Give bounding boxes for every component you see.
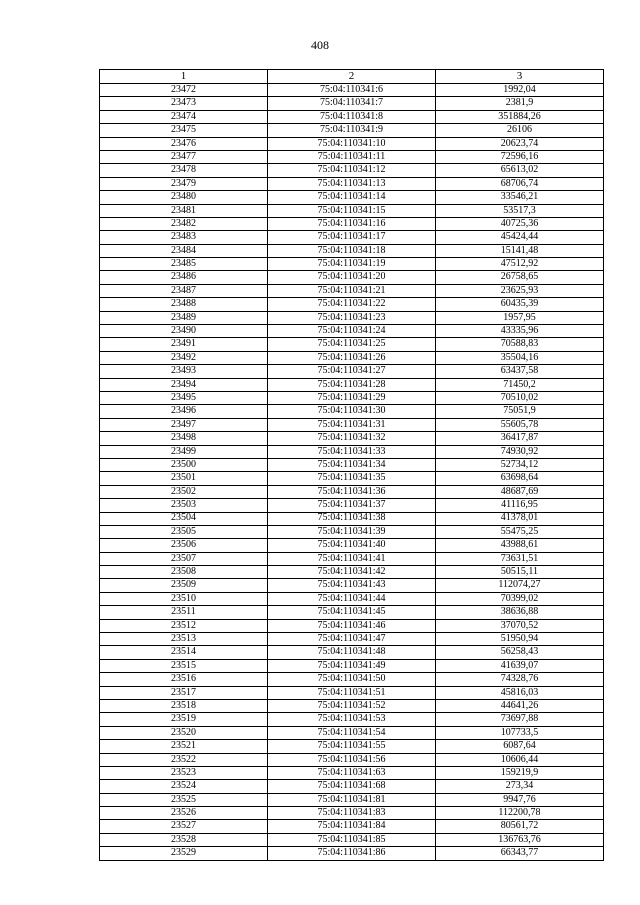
row-number-cell: 23508 (100, 566, 268, 579)
row-number-cell: 23489 (100, 311, 268, 324)
row-number-cell: 23490 (100, 325, 268, 338)
table-row (100, 432, 604, 445)
cadastral-number-cell: 75:04:110341:39 (268, 525, 436, 538)
row-number-cell: 23527 (100, 820, 268, 833)
value-cell: 41639,07 (436, 659, 604, 672)
value-cell: 9947,76 (436, 793, 604, 806)
value-cell: 107733,5 (436, 726, 604, 739)
value-cell: 112200,78 (436, 807, 604, 820)
row-number-cell: 23529 (100, 847, 268, 860)
row-number-cell: 23479 (100, 177, 268, 190)
cadastral-number-cell: 75:04:110341:21 (268, 284, 436, 297)
row-number-cell: 23486 (100, 271, 268, 284)
value-cell: 45816,03 (436, 686, 604, 699)
table-row (100, 592, 604, 605)
row-number-cell: 23507 (100, 552, 268, 565)
table-row (100, 177, 604, 190)
cadastral-number-cell: 75:04:110341:37 (268, 499, 436, 512)
row-number-cell: 23513 (100, 633, 268, 646)
row-number-cell: 23483 (100, 231, 268, 244)
table-row (100, 110, 604, 123)
row-number-cell: 23515 (100, 659, 268, 672)
row-number-cell: 23493 (100, 365, 268, 378)
table-row (100, 820, 604, 833)
row-number-cell: 23500 (100, 458, 268, 471)
row-number-cell: 23522 (100, 753, 268, 766)
row-number-cell: 23505 (100, 525, 268, 538)
row-number-cell: 23521 (100, 740, 268, 753)
value-cell: 47512,92 (436, 258, 604, 271)
row-number-cell: 23482 (100, 217, 268, 230)
table-row (100, 204, 604, 217)
table-row (100, 525, 604, 538)
value-cell: 43988,61 (436, 539, 604, 552)
table-row (100, 97, 604, 110)
value-cell: 63437,58 (436, 365, 604, 378)
value-cell: 15141,48 (436, 244, 604, 257)
cadastral-number-cell: 75:04:110341:15 (268, 204, 436, 217)
value-cell: 20623,74 (436, 137, 604, 150)
table-row (100, 391, 604, 404)
cadastral-number-cell: 75:04:110341:68 (268, 780, 436, 793)
value-cell: 10606,44 (436, 753, 604, 766)
table-row (100, 633, 604, 646)
value-cell: 80561,72 (436, 820, 604, 833)
table-row (100, 217, 604, 230)
row-number-cell: 23511 (100, 606, 268, 619)
cadastral-number-cell: 75:04:110341:8 (268, 110, 436, 123)
table-row (100, 458, 604, 471)
cadastral-number-cell: 75:04:110341:47 (268, 633, 436, 646)
cadastral-number-cell: 75:04:110341:38 (268, 512, 436, 525)
value-cell: 63698,64 (436, 472, 604, 485)
row-number-cell: 23517 (100, 686, 268, 699)
row-number-cell: 23502 (100, 485, 268, 498)
table-row (100, 284, 604, 297)
table-row (100, 499, 604, 512)
cadastral-number-cell: 75:04:110341:35 (268, 472, 436, 485)
value-cell: 73631,51 (436, 552, 604, 565)
cadastral-number-cell: 75:04:110341:27 (268, 365, 436, 378)
table-row (100, 338, 604, 351)
value-cell: 26758,65 (436, 271, 604, 284)
row-number-cell: 23509 (100, 579, 268, 592)
cadastral-number-cell: 75:04:110341:55 (268, 740, 436, 753)
cadastral-number-cell: 75:04:110341:85 (268, 833, 436, 846)
value-cell: 71450,2 (436, 378, 604, 391)
value-cell: 70588,83 (436, 338, 604, 351)
cadastral-number-cell: 75:04:110341:41 (268, 552, 436, 565)
header-row (100, 70, 604, 84)
cadastral-number-cell: 75:04:110341:24 (268, 325, 436, 338)
value-cell: 136763,76 (436, 833, 604, 846)
value-cell: 23625,93 (436, 284, 604, 297)
value-cell: 45424,44 (436, 231, 604, 244)
table-row (100, 579, 604, 592)
cadastral-number-cell: 75:04:110341:42 (268, 566, 436, 579)
table-row (100, 164, 604, 177)
row-number-cell: 23514 (100, 646, 268, 659)
value-cell: 55475,25 (436, 525, 604, 538)
table-row (100, 753, 604, 766)
cadastral-number-cell: 75:04:110341:49 (268, 659, 436, 672)
table-body (100, 84, 604, 861)
table-row (100, 191, 604, 204)
value-cell: 36417,87 (436, 432, 604, 445)
row-number-cell: 23491 (100, 338, 268, 351)
cadastral-number-cell: 75:04:110341:7 (268, 97, 436, 110)
table-row (100, 566, 604, 579)
cadastral-number-cell: 75:04:110341:6 (268, 84, 436, 97)
column-header-3: 3 (436, 70, 604, 84)
table-row (100, 726, 604, 739)
row-number-cell: 23476 (100, 137, 268, 150)
value-cell: 70399,02 (436, 592, 604, 605)
row-number-cell: 23506 (100, 539, 268, 552)
table-row (100, 740, 604, 753)
row-number-cell: 23499 (100, 445, 268, 458)
table-row (100, 378, 604, 391)
cadastral-number-cell: 75:04:110341:36 (268, 485, 436, 498)
row-number-cell: 23488 (100, 298, 268, 311)
row-number-cell: 23494 (100, 378, 268, 391)
cadastral-number-cell: 75:04:110341:32 (268, 432, 436, 445)
table-row (100, 351, 604, 364)
cadastral-number-cell: 75:04:110341:18 (268, 244, 436, 257)
row-number-cell: 23497 (100, 418, 268, 431)
table-row (100, 780, 604, 793)
table-row (100, 766, 604, 779)
value-cell: 44641,26 (436, 699, 604, 712)
value-cell: 66343,77 (436, 847, 604, 860)
row-number-cell: 23526 (100, 807, 268, 820)
table-row (100, 793, 604, 806)
table-row (100, 137, 604, 150)
table-row (100, 552, 604, 565)
value-cell: 72596,16 (436, 150, 604, 163)
value-cell: 41116,95 (436, 499, 604, 512)
cadastral-number-cell: 75:04:110341:13 (268, 177, 436, 190)
table-row (100, 673, 604, 686)
cadastral-number-cell: 75:04:110341:30 (268, 405, 436, 418)
table-row (100, 699, 604, 712)
row-number-cell: 23516 (100, 673, 268, 686)
value-cell: 2381,9 (436, 97, 604, 110)
row-number-cell: 23519 (100, 713, 268, 726)
row-number-cell: 23485 (100, 258, 268, 271)
table-row (100, 325, 604, 338)
cadastral-number-cell: 75:04:110341:40 (268, 539, 436, 552)
table-row (100, 659, 604, 672)
value-cell: 70510,02 (436, 391, 604, 404)
cadastral-number-cell: 75:04:110341:31 (268, 418, 436, 431)
cadastral-number-cell: 75:04:110341:52 (268, 699, 436, 712)
value-cell: 48687,69 (436, 485, 604, 498)
row-number-cell: 23472 (100, 84, 268, 97)
row-number-cell: 23501 (100, 472, 268, 485)
row-number-cell: 23523 (100, 766, 268, 779)
value-cell: 60435,39 (436, 298, 604, 311)
value-cell: 159219,9 (436, 766, 604, 779)
cadastral-number-cell: 75:04:110341:46 (268, 619, 436, 632)
table-row (100, 472, 604, 485)
value-cell: 55605,78 (436, 418, 604, 431)
table-row (100, 485, 604, 498)
row-number-cell: 23478 (100, 164, 268, 177)
cadastral-number-cell: 75:04:110341:84 (268, 820, 436, 833)
value-cell: 74930,92 (436, 445, 604, 458)
row-number-cell: 23498 (100, 432, 268, 445)
cadastral-number-cell: 75:04:110341:50 (268, 673, 436, 686)
cadastral-number-cell: 75:04:110341:23 (268, 311, 436, 324)
table-row (100, 258, 604, 271)
table-row (100, 619, 604, 632)
row-number-cell: 23524 (100, 780, 268, 793)
value-cell: 6087,64 (436, 740, 604, 753)
cadastral-number-cell: 75:04:110341:81 (268, 793, 436, 806)
value-cell: 40725,36 (436, 217, 604, 230)
table-row (100, 713, 604, 726)
cadastral-number-cell: 75:04:110341:10 (268, 137, 436, 150)
value-cell: 33546,21 (436, 191, 604, 204)
row-number-cell: 23528 (100, 833, 268, 846)
value-cell: 351884,26 (436, 110, 604, 123)
value-cell: 53517,3 (436, 204, 604, 217)
cadastral-number-cell: 75:04:110341:33 (268, 445, 436, 458)
value-cell: 35504,16 (436, 351, 604, 364)
value-cell: 1992,04 (436, 84, 604, 97)
row-number-cell: 23475 (100, 124, 268, 137)
row-number-cell: 23503 (100, 499, 268, 512)
cadastral-number-cell: 75:04:110341:17 (268, 231, 436, 244)
row-number-cell: 23525 (100, 793, 268, 806)
table-row (100, 231, 604, 244)
cadastral-number-cell: 75:04:110341:29 (268, 391, 436, 404)
cadastral-number-cell: 75:04:110341:48 (268, 646, 436, 659)
row-number-cell: 23481 (100, 204, 268, 217)
cadastral-number-cell: 75:04:110341:34 (268, 458, 436, 471)
cadastral-number-cell: 75:04:110341:43 (268, 579, 436, 592)
table-row (100, 606, 604, 619)
page-number: 408 (311, 38, 329, 52)
row-number-cell: 23474 (100, 110, 268, 123)
cadastral-number-cell: 75:04:110341:83 (268, 807, 436, 820)
table-row (100, 807, 604, 820)
value-cell: 52734,12 (436, 458, 604, 471)
value-cell: 50515,11 (436, 566, 604, 579)
table-row (100, 646, 604, 659)
value-cell: 43335,96 (436, 325, 604, 338)
table-row (100, 84, 604, 97)
row-number-cell: 23492 (100, 351, 268, 364)
cadastral-number-cell: 75:04:110341:19 (268, 258, 436, 271)
cadastral-number-cell: 75:04:110341:44 (268, 592, 436, 605)
row-number-cell: 23473 (100, 97, 268, 110)
cadastral-number-cell: 75:04:110341:22 (268, 298, 436, 311)
row-number-cell: 23496 (100, 405, 268, 418)
row-number-cell: 23510 (100, 592, 268, 605)
cadastral-number-cell: 75:04:110341:20 (268, 271, 436, 284)
cadastral-number-cell: 75:04:110341:9 (268, 124, 436, 137)
cadastral-number-cell: 75:04:110341:16 (268, 217, 436, 230)
value-cell: 65613,02 (436, 164, 604, 177)
table-row (100, 365, 604, 378)
table-row (100, 512, 604, 525)
table-row (100, 539, 604, 552)
cadastral-number-cell: 75:04:110341:26 (268, 351, 436, 364)
row-number-cell: 23487 (100, 284, 268, 297)
table-row (100, 124, 604, 137)
cadastral-number-cell: 75:04:110341:25 (268, 338, 436, 351)
column-header-1: 1 (100, 70, 268, 84)
value-cell: 41378,01 (436, 512, 604, 525)
row-number-cell: 23512 (100, 619, 268, 632)
table-row (100, 298, 604, 311)
value-cell: 1957,95 (436, 311, 604, 324)
table-row (100, 418, 604, 431)
value-cell: 38636,88 (436, 606, 604, 619)
value-cell: 75051,9 (436, 405, 604, 418)
value-cell: 37070,52 (436, 619, 604, 632)
cadastral-number-cell: 75:04:110341:28 (268, 378, 436, 391)
row-number-cell: 23504 (100, 512, 268, 525)
table-row (100, 833, 604, 846)
table-row (100, 150, 604, 163)
row-number-cell: 23495 (100, 391, 268, 404)
cadastral-number-cell: 75:04:110341:45 (268, 606, 436, 619)
table-row (100, 847, 604, 860)
cadastral-number-cell: 75:04:110341:63 (268, 766, 436, 779)
cadastral-number-cell: 75:04:110341:53 (268, 713, 436, 726)
cadastral-number-cell: 75:04:110341:12 (268, 164, 436, 177)
table-row (100, 405, 604, 418)
value-cell: 74328,76 (436, 673, 604, 686)
value-cell: 112074,27 (436, 579, 604, 592)
row-number-cell: 23484 (100, 244, 268, 257)
table-header (100, 70, 604, 84)
cadastral-number-cell: 75:04:110341:56 (268, 753, 436, 766)
value-cell: 51950,94 (436, 633, 604, 646)
row-number-cell: 23477 (100, 150, 268, 163)
cadastral-number-cell: 75:04:110341:54 (268, 726, 436, 739)
table-row (100, 244, 604, 257)
data-table (99, 69, 604, 861)
table-row (100, 271, 604, 284)
cadastral-number-cell: 75:04:110341:51 (268, 686, 436, 699)
column-header-2: 2 (268, 70, 436, 84)
table-row (100, 686, 604, 699)
row-number-cell: 23480 (100, 191, 268, 204)
value-cell: 273,34 (436, 780, 604, 793)
row-number-cell: 23518 (100, 699, 268, 712)
cadastral-number-cell: 75:04:110341:14 (268, 191, 436, 204)
value-cell: 68706,74 (436, 177, 604, 190)
table-row (100, 445, 604, 458)
cadastral-number-cell: 75:04:110341:11 (268, 150, 436, 163)
value-cell: 26106 (436, 124, 604, 137)
row-number-cell: 23520 (100, 726, 268, 739)
value-cell: 56258,43 (436, 646, 604, 659)
value-cell: 73697,88 (436, 713, 604, 726)
table-row (100, 311, 604, 324)
cadastral-number-cell: 75:04:110341:86 (268, 847, 436, 860)
